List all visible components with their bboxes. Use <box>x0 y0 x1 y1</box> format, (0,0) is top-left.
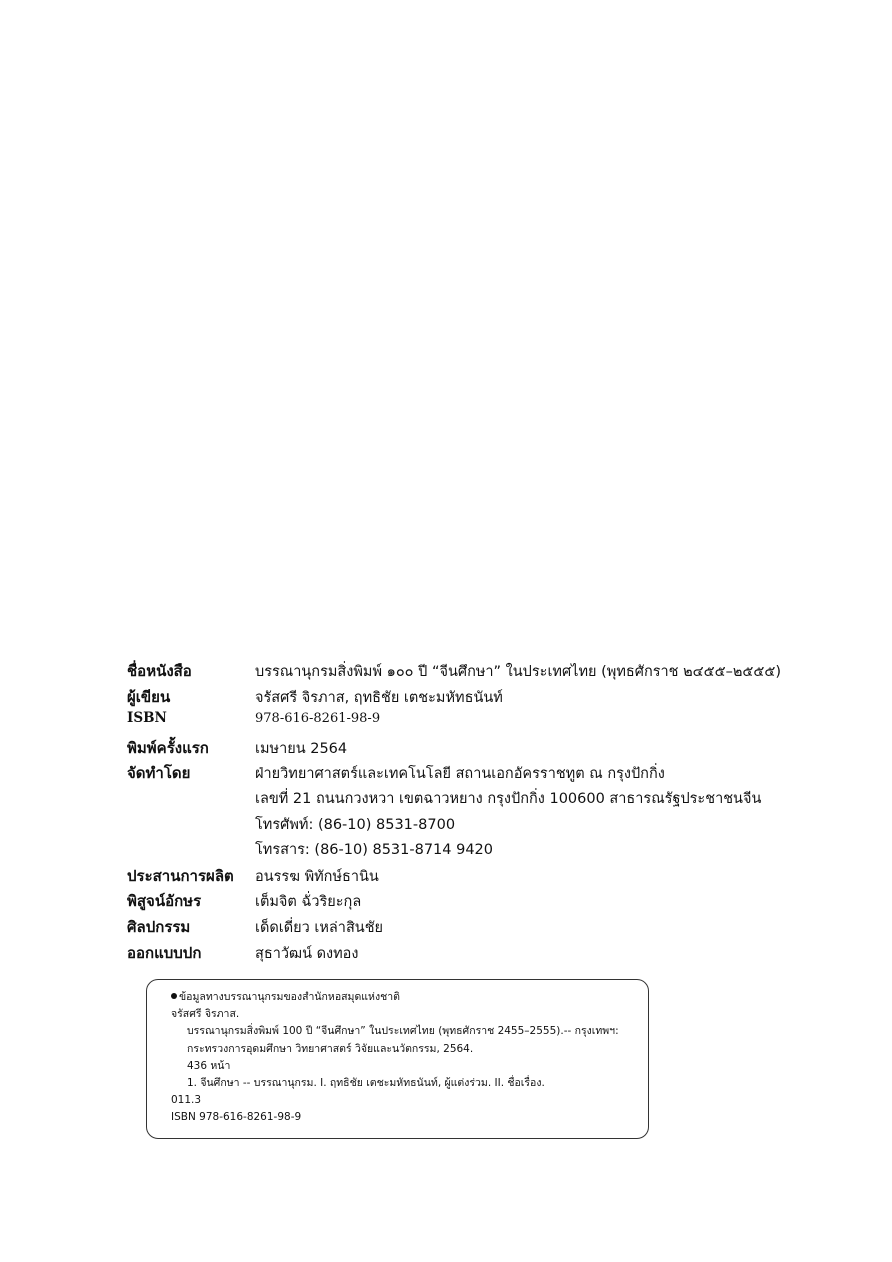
imprint-label: จัดทำโดย <box>127 764 191 783</box>
imprint-label: ประสานการผลิต <box>127 866 234 885</box>
imprint-row-coordinator <box>127 864 827 890</box>
imprint-value: เด็ดเดี่ยว เหล่าสินชัย <box>255 919 384 936</box>
imprint-row-fax <box>127 838 827 864</box>
imprint-block <box>127 659 827 966</box>
imprint-row-title <box>127 659 827 685</box>
bullet-icon <box>171 993 177 999</box>
cip-pages: 436 หน้า <box>187 1059 231 1072</box>
imprint-row-isbn <box>127 710 827 736</box>
imprint-value: บรรณานุกรมสิ่งพิมพ์ ๑๐๐ ปี “จีนศึกษา” ในประเทศไทย (พุทธศักราช ๒๔๕๕–๒๕๕๕) <box>255 664 781 680</box>
imprint-row-proofreader <box>127 889 827 915</box>
cip-subjects: 1. จีนศึกษา -- บรรณานุกรม. I. ฤทธิชัย เตชะมหัทธนันท์, ผู้แต่งร่วม. II. ชื่อเรื่อง. <box>187 1077 545 1090</box>
imprint-value: เลขที่ 21 ถนนกวงหวา เขตฉาวหยาง กรุงปักกิ่ง 100600 สาธารณรัฐประชาชนจีน <box>255 790 762 807</box>
imprint-value: เต็มจิต ฉั่วริยะกุล <box>255 894 362 911</box>
imprint-label: ISBN <box>127 710 167 727</box>
imprint-label: ผู้เขียน <box>127 687 171 706</box>
imprint-value: โทรสาร: (86-10) 8531-8714 9420 <box>255 842 494 859</box>
imprint-row-phone <box>127 813 827 839</box>
imprint-row-cover-design <box>127 941 827 967</box>
cip-classification: 011.3 <box>171 1094 202 1107</box>
imprint-value: สุธาวัฒน์ ดงทอง <box>255 945 359 962</box>
imprint-row-artwork <box>127 915 827 941</box>
imprint-row-first-edition <box>127 736 827 762</box>
cip-title-line: บรรณานุกรมสิ่งพิมพ์ 100 ปี “จีนศึกษา” ในประเทศไทย (พุทธศักราช 2455–2555).-- กรุงเทพฯ: <box>187 1025 619 1038</box>
cip-heading-text: ข้อมูลทางบรรณานุกรมของสำนักหอสมุดแห่งชาติ <box>179 991 400 1003</box>
cip-catalog-box <box>146 979 649 1139</box>
imprint-row-author <box>127 685 827 711</box>
imprint-value: ฝ่ายวิทยาศาสตร์และเทคโนโลยี สถานเอกอัครราชทูต ณ กรุงปักกิ่ง <box>255 766 665 783</box>
cip-publisher-line: กระทรวงการอุดมศึกษา วิทยาศาสตร์ วิจัยและนวัตกรรม, 2564. <box>187 1042 474 1055</box>
imprint-value: 978-616-8261-98-9 <box>255 711 381 727</box>
imprint-label: ชื่อหนังสือ <box>127 662 192 680</box>
cip-isbn: ISBN 978-616-8261-98-9 <box>171 1111 302 1124</box>
imprint-row-produced-by <box>127 761 827 787</box>
imprint-label: พิมพ์ครั้งแรก <box>127 738 209 757</box>
imprint-value: เมษายน 2564 <box>255 740 348 757</box>
imprint-label: ออกแบบปก <box>127 943 202 962</box>
imprint-label: ศิลปกรรม <box>127 917 191 936</box>
imprint-value: อนรรฆ พิทักษ์ธานิน <box>255 868 379 885</box>
cip-heading <box>171 989 636 1006</box>
imprint-value: จรัสศรี จิรภาส, ฤทธิชัย เตชะมหัทธนันท์ <box>255 689 503 706</box>
imprint-value: โทรศัพท์: (86-10) 8531-8700 <box>255 816 456 833</box>
imprint-label: พิสูจน์อักษร <box>127 892 202 911</box>
imprint-row-address <box>127 787 827 813</box>
cip-author: จรัสศรี จิรภาส. <box>171 1008 240 1021</box>
